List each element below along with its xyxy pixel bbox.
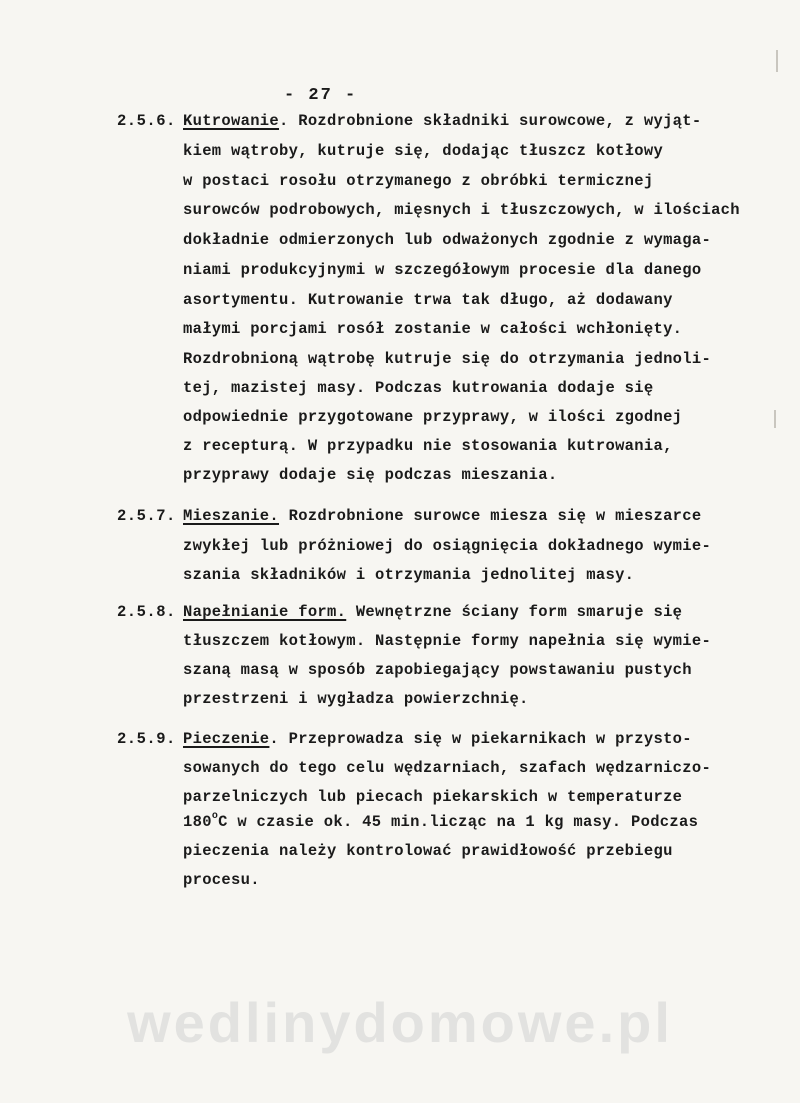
paragraph-line: w postaci rosołu otrzymanego z obróbki termicznej	[183, 172, 654, 190]
scan-edge-mark	[774, 410, 776, 428]
paragraph-text: C w czasie ok. 45 min.licząc na 1 kg masy. Podczas	[218, 813, 699, 831]
section-number: 2.5.9.	[117, 730, 176, 748]
section-title: Pieczenie	[183, 730, 270, 748]
section-title: Napełnianie form.	[183, 603, 347, 621]
paragraph-line: odpowiednie przygotowane przyprawy, w ilości zgodnej	[183, 408, 683, 426]
section-number: 2.5.7.	[117, 507, 176, 525]
paragraph-line: zwykłej lub próżniowej do osiągnięcia dokładnego wymie-	[183, 537, 712, 555]
paragraph-line: przestrzeni i wygładza powierzchnię.	[183, 690, 529, 708]
paragraph-line: z recepturą. W przypadku nie stosowania kutrowania,	[183, 437, 673, 455]
paragraph-line: szania składników i otrzymania jednolitej masy.	[183, 566, 635, 584]
paragraph-line: tłuszczem kotłowym. Następnie formy napełnia się wymie-	[183, 632, 712, 650]
paragraph-text: Wewnętrzne ściany form smaruje się	[346, 603, 683, 621]
paragraph-line: procesu.	[183, 871, 260, 889]
section-title: Kutrowanie	[183, 112, 280, 130]
watermark: wedlinydomowe.pl	[127, 991, 673, 1054]
temperature-value: 180	[183, 813, 212, 831]
paragraph-line: przyprawy dodaje się podczas mieszania.	[183, 466, 558, 484]
paragraph-line: asortymentu. Kutrowanie trwa tak długo, aż dodawany	[183, 291, 673, 309]
paragraph-line: surowców podrobowych, mięsnych i tłuszczowych, w ilościach	[183, 201, 740, 219]
paragraph-line: sowanych do tego celu wędzarniach, szafach wędzarniczo-	[183, 759, 712, 777]
section-first-line	[183, 730, 692, 748]
paragraph-text: Rozdrobnione surowce miesza się w mieszarce	[279, 507, 702, 525]
paragraph-line: parzelniczych lub piecach piekarskich w temperaturze	[183, 788, 683, 806]
paragraph-line: dokładnie odmierzonych lub odważonych zgodnie z wymaga-	[183, 231, 712, 249]
section-first-line	[183, 112, 701, 130]
temperature-line	[183, 813, 698, 831]
scan-edge-mark	[776, 50, 778, 72]
paragraph-line: pieczenia należy kontrolować prawidłowość przebiegu	[183, 842, 673, 860]
degree-symbol: o	[211, 811, 219, 822]
paragraph-text: . Rozdrobnione składniki surowcowe, z wyjąt-	[279, 112, 702, 130]
section-first-line	[183, 603, 682, 621]
page-number: - 27 -	[284, 86, 358, 105]
paragraph-line: tej, mazistej masy. Podczas kutrowania dodaje się	[183, 379, 654, 397]
section-title: Mieszanie.	[183, 507, 280, 525]
section-number: 2.5.8.	[117, 603, 176, 621]
paragraph-line: szaną masą w sposób zapobiegający powstawaniu pustych	[183, 661, 692, 679]
paragraph-line: niami produkcyjnymi w szczegółowym procesie dla danego	[183, 261, 702, 279]
section-first-line	[183, 507, 701, 525]
paragraph-line: małymi porcjami rosół zostanie w całości wchłonięty.	[183, 320, 683, 338]
section-number: 2.5.6.	[117, 112, 176, 130]
paragraph-line: Rozdrobnioną wątrobę kutruje się do otrzymania jednoli-	[183, 350, 712, 368]
paragraph-line: kiem wątroby, kutruje się, dodając tłuszcz kotłowy	[183, 142, 664, 160]
paragraph-text: . Przeprowadza się w piekarnikach w przysto-	[269, 730, 692, 748]
